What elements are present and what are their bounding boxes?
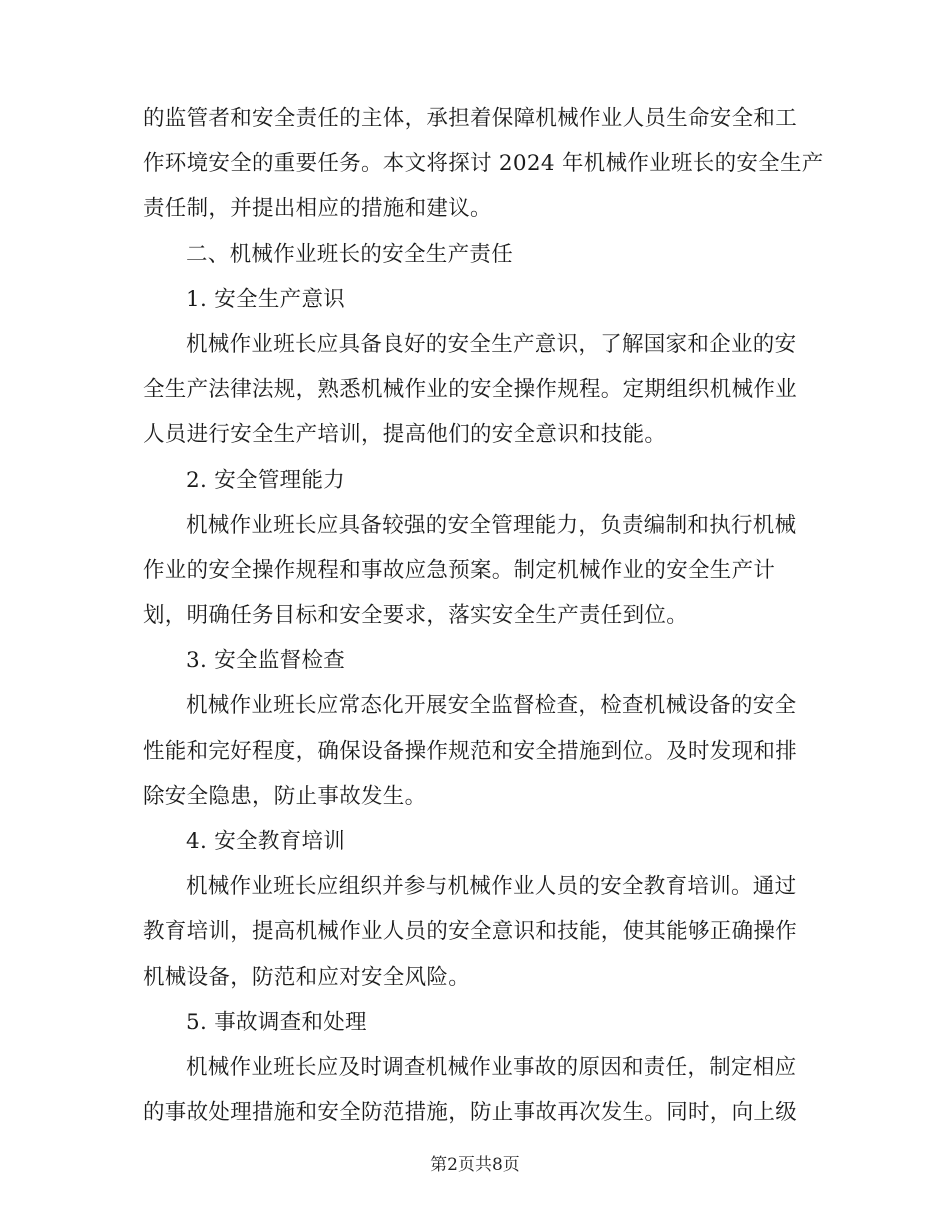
text-line: 全生产法律法规，熟悉机械作业的安全操作规程。定期组织机械作业 <box>143 377 798 403</box>
text-line: 2. 安全管理能力 <box>186 467 346 493</box>
text-line: 1. 安全生产意识 <box>186 286 346 312</box>
text-line: 机械作业班长应常态化开展安全监督检查，检查机械设备的安全 <box>186 693 797 719</box>
text-line: 机械设备，防范和应对安全风险。 <box>143 964 471 990</box>
document-body <box>143 96 824 1135</box>
text-line: 划，明确任务目标和安全要求，落实安全生产责任到位。 <box>143 603 689 629</box>
text-line: 3. 安全监督检查 <box>186 648 346 674</box>
text-line: 性能和完好程度，确保设备操作规范和安全措施到位。及时发现和排 <box>143 738 798 764</box>
text-line: 机械作业班长应组织并参与机械作业人员的安全教育培训。通过 <box>186 874 797 900</box>
text-line: 机械作业班长应具备良好的安全生产意识，了解国家和企业的安 <box>186 331 797 357</box>
text-line: 4. 安全教育培训 <box>186 829 346 854</box>
text-line: 作业的安全操作规程和事故应急预案。制定机械作业的安全生产计 <box>143 557 776 583</box>
text-line: 的事故处理措施和安全防范措施，防止事故再次发生。同时，向上级 <box>143 1100 798 1126</box>
text-line: 除安全隐患，防止事故发生。 <box>143 783 427 809</box>
text-line: 二、机械作业班长的安全生产责任 <box>186 241 514 267</box>
text-line: 机械作业班长应及时调查机械作业事故的原因和责任，制定相应 <box>186 1054 797 1080</box>
page-number-footer: 第2页共8页 <box>430 1155 520 1175</box>
text-line: 机械作业班长应具备较强的安全管理能力，负责编制和执行机械 <box>186 512 797 538</box>
text-line: 人员进行安全生产培训，提高他们的安全意识和技能。 <box>143 422 667 448</box>
text-line: 责任制，并提出相应的措施和建议。 <box>143 196 492 222</box>
text-line: 的监管者和安全责任的主体，承担着保障机械作业人员生命安全和工 <box>143 106 798 131</box>
text-line: 教育培训，提高机械作业人员的安全意识和技能，使其能够正确操作 <box>143 919 798 945</box>
text-line: 作环境安全的重要任务。本文将探讨 2024 年机械作业班长的安全生产 <box>143 151 824 177</box>
text-line: 5. 事故调查和处理 <box>186 1009 367 1035</box>
